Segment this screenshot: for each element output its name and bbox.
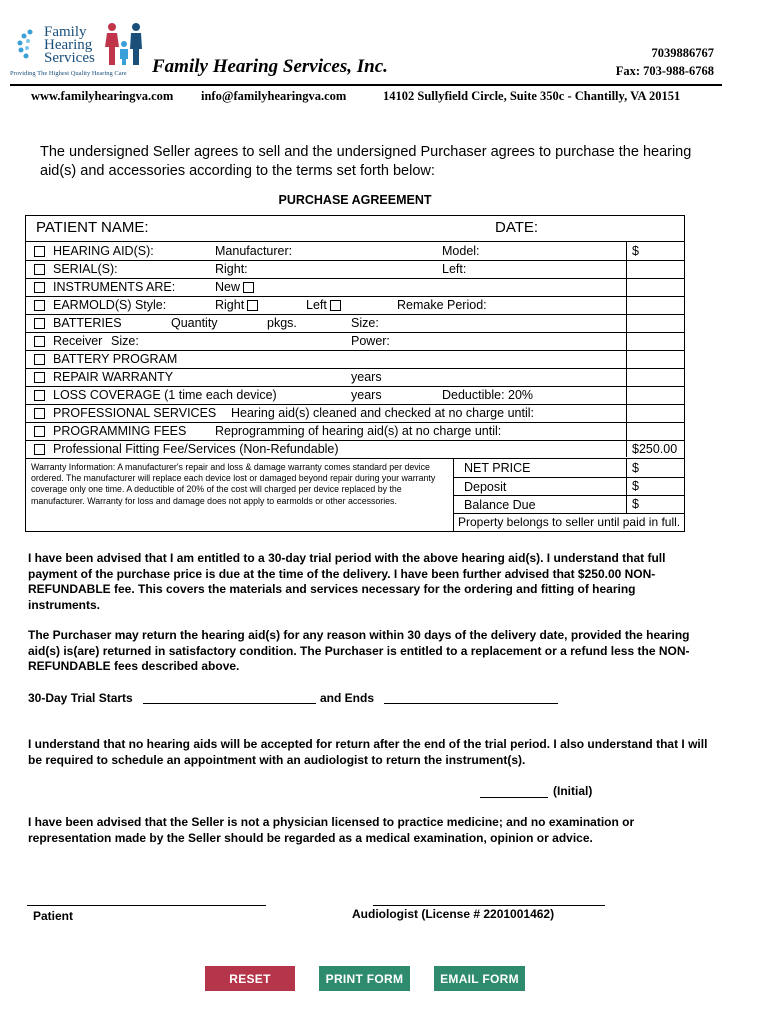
- serial-left-label: Left:: [442, 262, 467, 276]
- email-form-button[interactable]: EMAIL FORM: [434, 966, 525, 991]
- reset-form-button[interactable]: RESET FORM: [205, 966, 295, 991]
- net-price-label: NET PRICE: [464, 461, 531, 475]
- initial-field[interactable]: [480, 797, 548, 798]
- trial-ends-label: and Ends: [320, 691, 375, 705]
- net-price-value: $: [632, 461, 639, 475]
- row-loss-coverage: [25, 386, 685, 405]
- loss-years-label: years: [351, 388, 382, 402]
- hearing-aid-price: $: [632, 244, 639, 258]
- no-return-paragraph: I understand that no hearing aids will be accepted for return after the end of the trial period. I also understand that I will be required to schedule an appointment with an audiologist to return the instrument(s).: [28, 737, 708, 767]
- logo-line-3: Services: [44, 50, 95, 66]
- battery-size-label: Size:: [351, 316, 379, 330]
- programming-fees-checkbox[interactable]: [34, 426, 45, 437]
- programming-fees-note: Reprogramming of hearing aid(s) at no charge until:: [215, 424, 502, 438]
- manufacturer-label: Manufacturer:: [215, 244, 293, 258]
- earmold-right-label: Right: [215, 298, 245, 312]
- row-programming-fees: [25, 422, 685, 441]
- price-column-divider-2: [626, 459, 627, 514]
- quantity-label: Quantity: [171, 316, 218, 330]
- trial-start-field[interactable]: [143, 703, 316, 704]
- fitting-fee-label: Professional Fitting Fee/Services (Non-Refundable): [53, 442, 339, 456]
- earmold-left-label: Left: [306, 298, 327, 312]
- balance-due-value: $: [632, 497, 639, 511]
- company-name: Family Hearing Services, Inc.: [152, 56, 388, 77]
- earmold-left-checkbox[interactable]: [330, 300, 341, 311]
- repair-warranty-label: REPAIR WARRANTY: [53, 370, 174, 384]
- logo-line-2: Hearing: [44, 37, 93, 53]
- loss-coverage-label: LOSS COVERAGE (1 time each device): [53, 388, 277, 402]
- earmolds-label: EARMOLD(S) Style:: [53, 298, 167, 312]
- row-hearing-aids: [25, 242, 685, 261]
- logo: [10, 22, 150, 84]
- intro-text: The undersigned Seller agrees to sell and the undersigned Purchaser agrees to purchase the hearing aid(s) and accessories according to the terms set forth below:: [40, 144, 692, 179]
- deductible-label: Deductible: 20%: [442, 388, 534, 402]
- warranty-info: Warranty Information: A manufacturer's repair and loss & damage warranty comes standard per device ordered. The manufacturer will replace each device lost or damaged beyond repair during your warranty coverage only one time. A deductible of 20% of the cost will charged per device replaced by the manufacturer. Warranty for loss and damage does not apply to earmolds or other accessories.: [31, 462, 436, 506]
- instruments-label: INSTRUMENTS ARE:: [53, 280, 176, 294]
- phone: 7039886767: [651, 46, 714, 60]
- serial-right-label: Right:: [215, 262, 248, 276]
- pkgs-label: pkgs.: [267, 316, 297, 330]
- date-label: DATE:: [495, 219, 539, 236]
- earmolds-checkbox[interactable]: [34, 300, 45, 311]
- agreement-title: PURCHASE AGREEMENT: [278, 193, 432, 207]
- battery-program-checkbox[interactable]: [34, 354, 45, 365]
- fitting-fee-checkbox[interactable]: [34, 444, 45, 455]
- fitting-fee-amount: $250.00: [632, 442, 678, 456]
- balance-rule: [453, 513, 685, 514]
- hearing-aids-label: HEARING AID(S):: [53, 244, 154, 258]
- header-rule: [10, 84, 722, 86]
- row-receiver: [25, 332, 685, 351]
- row-earmolds: [25, 296, 685, 315]
- return-paragraph: The Purchaser may return the hearing aid(s) for any reason within 30 days of the delivery date, provided the hearing aid(s) is(are) returned in satisfactory condition. The Purchaser is entitled to a replacement or a refund less the NON-REFUNDABLE fees described above.: [28, 628, 690, 673]
- print-form-button[interactable]: PRINT FORM: [319, 966, 410, 991]
- loss-coverage-checkbox[interactable]: [34, 390, 45, 401]
- logo-line-1: Family: [44, 24, 87, 40]
- serials-label: SERIAL(S):: [53, 262, 118, 276]
- balance-due-label: Balance Due: [464, 498, 536, 512]
- programming-fees-label: PROGRAMMING FEES: [53, 424, 187, 438]
- patient-signature-line[interactable]: [27, 905, 266, 906]
- fax: Fax: 703-988-6768: [615, 64, 714, 78]
- receiver-checkbox[interactable]: [34, 336, 45, 347]
- remake-period-label: Remake Period:: [397, 298, 487, 312]
- net-price-rule: [453, 477, 685, 478]
- row-repair-warranty: [25, 368, 685, 387]
- audiologist-signature-line[interactable]: [373, 905, 605, 906]
- receiver-size-label: Size:: [111, 334, 139, 348]
- repair-years-label: years: [351, 370, 382, 384]
- row-batteries: [25, 314, 685, 333]
- batteries-label: BATTERIES: [53, 316, 122, 330]
- address: 14102 Sullyfield Circle, Suite 350c - Chantilly, VA 20151: [383, 89, 681, 103]
- email-link[interactable]: info@familyhearingva.com: [201, 89, 347, 103]
- deposit-rule: [453, 495, 685, 496]
- property-note: Property belongs to seller until paid in full.: [458, 515, 681, 529]
- battery-program-label: BATTERY PROGRAM: [53, 352, 178, 366]
- row-serials: [25, 260, 685, 279]
- website-link[interactable]: www.familyhearingva.com: [31, 89, 174, 103]
- logo-dots-icon: [16, 28, 38, 62]
- patient-signature-label: Patient: [33, 909, 74, 923]
- earmold-right-checkbox[interactable]: [247, 300, 258, 311]
- deposit-label: Deposit: [464, 480, 507, 494]
- batteries-checkbox[interactable]: [34, 318, 45, 329]
- trial-period-paragraph: I have been advised that I am entitled to a 30-day trial period with the above hearing aid(s). I understand that full payment of the purchase price is due at the time of the delivery. I have been further advised that $250.00 NON-REFUNDABLE fee. This covers the materials and services necessary for the ordering and fitting of hearing instruments.: [28, 551, 666, 612]
- deposit-value: $: [632, 479, 639, 493]
- patient-name-label: PATIENT NAME:: [36, 219, 149, 236]
- receiver-label: Receiver: [53, 334, 103, 348]
- audiologist-signature-label: Audiologist (License # 2201001462): [352, 907, 555, 921]
- family-figures-icon: [102, 22, 148, 68]
- professional-services-checkbox[interactable]: [34, 408, 45, 419]
- new-label: New: [215, 280, 241, 294]
- serials-checkbox[interactable]: [34, 264, 45, 275]
- row-battery-program: [25, 350, 685, 369]
- row-professional-services: [25, 404, 685, 423]
- physician-paragraph: I have been advised that the Seller is not a physician licensed to practice medicine; and no examination or representation made by the Seller should be regarded as a medical examination, opinion or advice.: [28, 815, 635, 845]
- repair-warranty-checkbox[interactable]: [34, 372, 45, 383]
- new-checkbox[interactable]: [243, 282, 254, 293]
- trial-end-field[interactable]: [384, 703, 558, 704]
- logo-tagline: Providing The Highest Quality Hearing Care: [10, 70, 127, 77]
- professional-services-label: PROFESSIONAL SERVICES: [53, 406, 217, 420]
- model-label: Model:: [442, 244, 480, 258]
- power-label: Power:: [351, 334, 390, 348]
- initial-label: (Initial): [553, 784, 593, 798]
- instruments-checkbox[interactable]: [34, 282, 45, 293]
- trial-starts-label: 30-Day Trial Starts: [28, 691, 133, 705]
- row-fitting-fee: [25, 440, 685, 459]
- hearing-aids-checkbox[interactable]: [34, 246, 45, 257]
- row-instruments: [25, 278, 685, 297]
- professional-services-note: Hearing aid(s) cleaned and checked at no charge until:: [231, 406, 534, 420]
